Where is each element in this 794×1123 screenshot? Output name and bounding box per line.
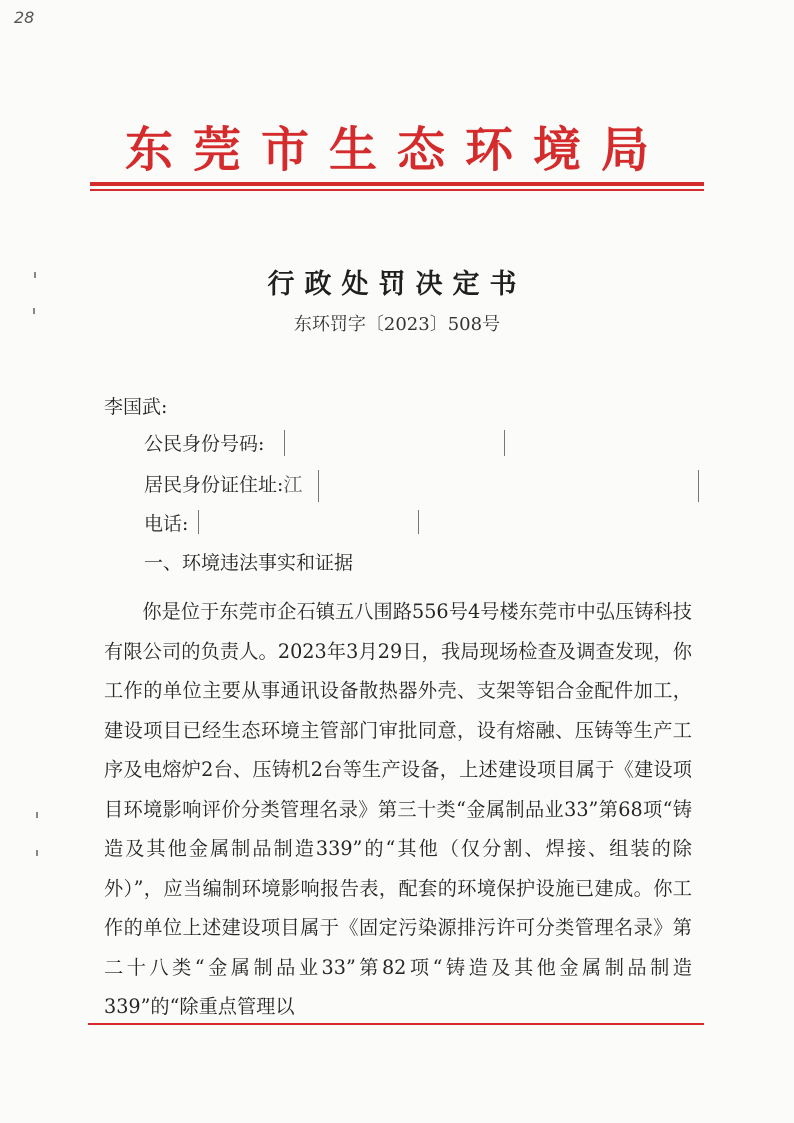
document-number: 东环罚字〔2023〕508号 bbox=[293, 314, 501, 335]
redaction-start bbox=[284, 430, 285, 456]
redaction-end bbox=[418, 510, 419, 534]
page-number: 28 bbox=[14, 8, 35, 27]
section-paragraph: 你是位于东莞市企石镇五八围路556号4号楼东莞市中弘压铸科技有限公司的负责人。2023年3月29日，我局现场检查及调查发现，你工作的单位主要从事通讯设备散热器外壳、支架等铝合金配件加工，建设项目已经生态环境主管部门审批同意，设有熔融、压铸等生产工序及电熔炉2台、压铸机2台等生产设备，上述建设项目属于《建设项目环境影响评价分类管理名录》第三十类“金属制品业33”第68项“铸造及其他金属制品制造339”的“其他（仅分割、焊接、组装的除外）”，应当编制环境影响报告表，配套的环境保护设施已建成。你工作的单位上述建设项目属于《固定污染源排污许可分类管理名录》第二十八类“金属制品业33”第82项“铸造及其他金属制品制造339”的“除重点管理以 bbox=[104, 600, 692, 1018]
address-label-text: 居民身份证住址: bbox=[144, 474, 284, 496]
redaction-end bbox=[504, 430, 505, 456]
scan-mark bbox=[34, 272, 36, 278]
redaction-start bbox=[198, 510, 199, 534]
redaction-start bbox=[318, 470, 319, 502]
footer-rule bbox=[88, 1023, 704, 1025]
section-heading: 一、环境违法事实和证据 bbox=[144, 552, 354, 574]
address-fragment: 江 bbox=[283, 474, 303, 496]
scan-mark bbox=[33, 308, 35, 314]
id-number-label: 公民身份号码: bbox=[144, 433, 265, 455]
header-rule-thick bbox=[90, 182, 704, 186]
address-label bbox=[144, 472, 302, 498]
redaction-end bbox=[698, 470, 699, 502]
scan-mark bbox=[36, 850, 38, 856]
phone-label: 电话: bbox=[144, 513, 189, 535]
agency-name: 东莞市生态环境局 bbox=[124, 122, 669, 178]
document-title: 行政处罚决定书 bbox=[267, 269, 527, 300]
scan-mark bbox=[36, 812, 38, 818]
header-rule-thin bbox=[90, 189, 704, 191]
recipient-name: 李国武: bbox=[104, 396, 168, 418]
